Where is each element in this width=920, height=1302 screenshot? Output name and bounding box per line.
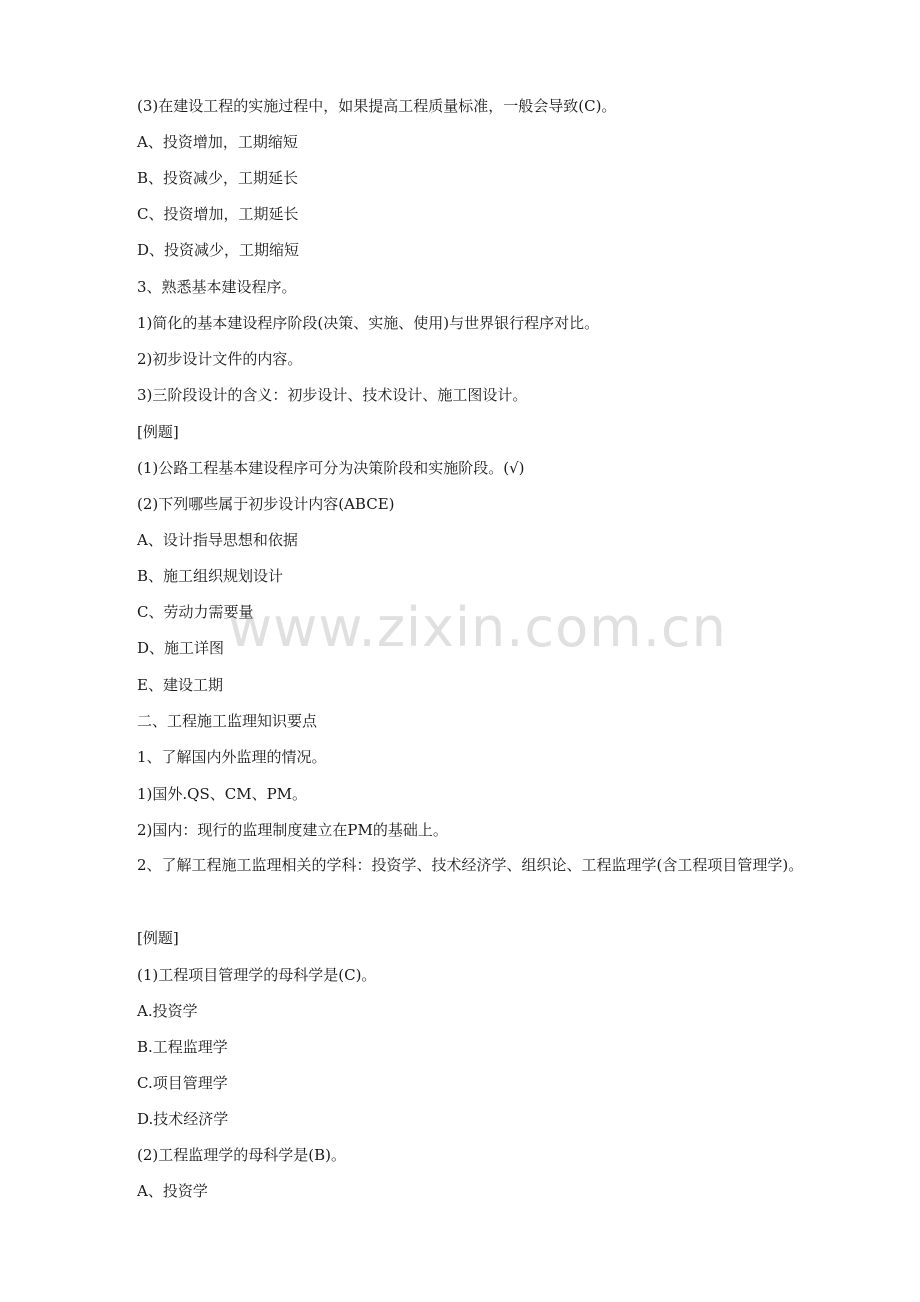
option-b: B、施工组织规划设计 [137,567,284,585]
option-a: A.投资学 [137,1002,198,1020]
section-heading: 二、工程施工监理知识要点 [137,712,318,730]
subsection-heading: 1、了解国内外监理的情况。 [137,748,327,766]
option-d: D.技术经济学 [137,1110,229,1128]
option-d: D、投资减少，工期缩短 [137,241,300,259]
list-item: 1)国外.QS、CM、PM。 [137,785,308,803]
option-b: B.工程监理学 [137,1038,228,1056]
watermark: www.zixin.com.cn [228,596,727,659]
list-item: 2)初步设计文件的内容。 [137,350,303,368]
option-a: A、设计指导思想和依据 [137,531,298,549]
option-d: D、施工详图 [137,639,225,657]
option-b: B、投资减少，工期延长 [137,169,299,187]
section-heading: 3、熟悉基本建设程序。 [137,278,297,296]
option-c: C、投资增加，工期延长 [137,205,299,223]
subsection-paragraph: 2、了解工程施工监理相关的学科：投资学、技术经济学、组织论、工程监理学(含工程项目管理学)。 [137,856,804,874]
option-c: C.项目管理学 [137,1074,228,1092]
question-text: (1)工程项目管理学的母科学是(C)。 [137,966,377,984]
example-heading: [例题] [137,929,179,947]
question-text: (1)公路工程基本建设程序可分为决策阶段和实施阶段。(√) [137,459,525,477]
question-3-text: (3)在建设工程的实施过程中，如果提高工程质量标准，一般会导致(C)。 [137,97,617,115]
question-text: (2)工程监理学的母科学是(B)。 [137,1146,346,1164]
question-text: (2)下列哪些属于初步设计内容(ABCE) [137,495,395,513]
option-a: A、投资增加，工期缩短 [137,133,298,151]
option-a: A、投资学 [137,1182,208,1200]
option-e: E、建设工期 [137,676,223,694]
list-item: 2)国内：现行的监理制度建立在PM的基础上。 [137,821,448,839]
option-c: C、劳动力需要量 [137,603,254,621]
list-item: 3)三阶段设计的含义：初步设计、技术设计、施工图设计。 [137,386,528,404]
list-item: 1)简化的基本建设程序阶段(决策、实施、使用)与世界银行程序对比。 [137,314,600,332]
example-heading: [例题] [137,423,179,441]
